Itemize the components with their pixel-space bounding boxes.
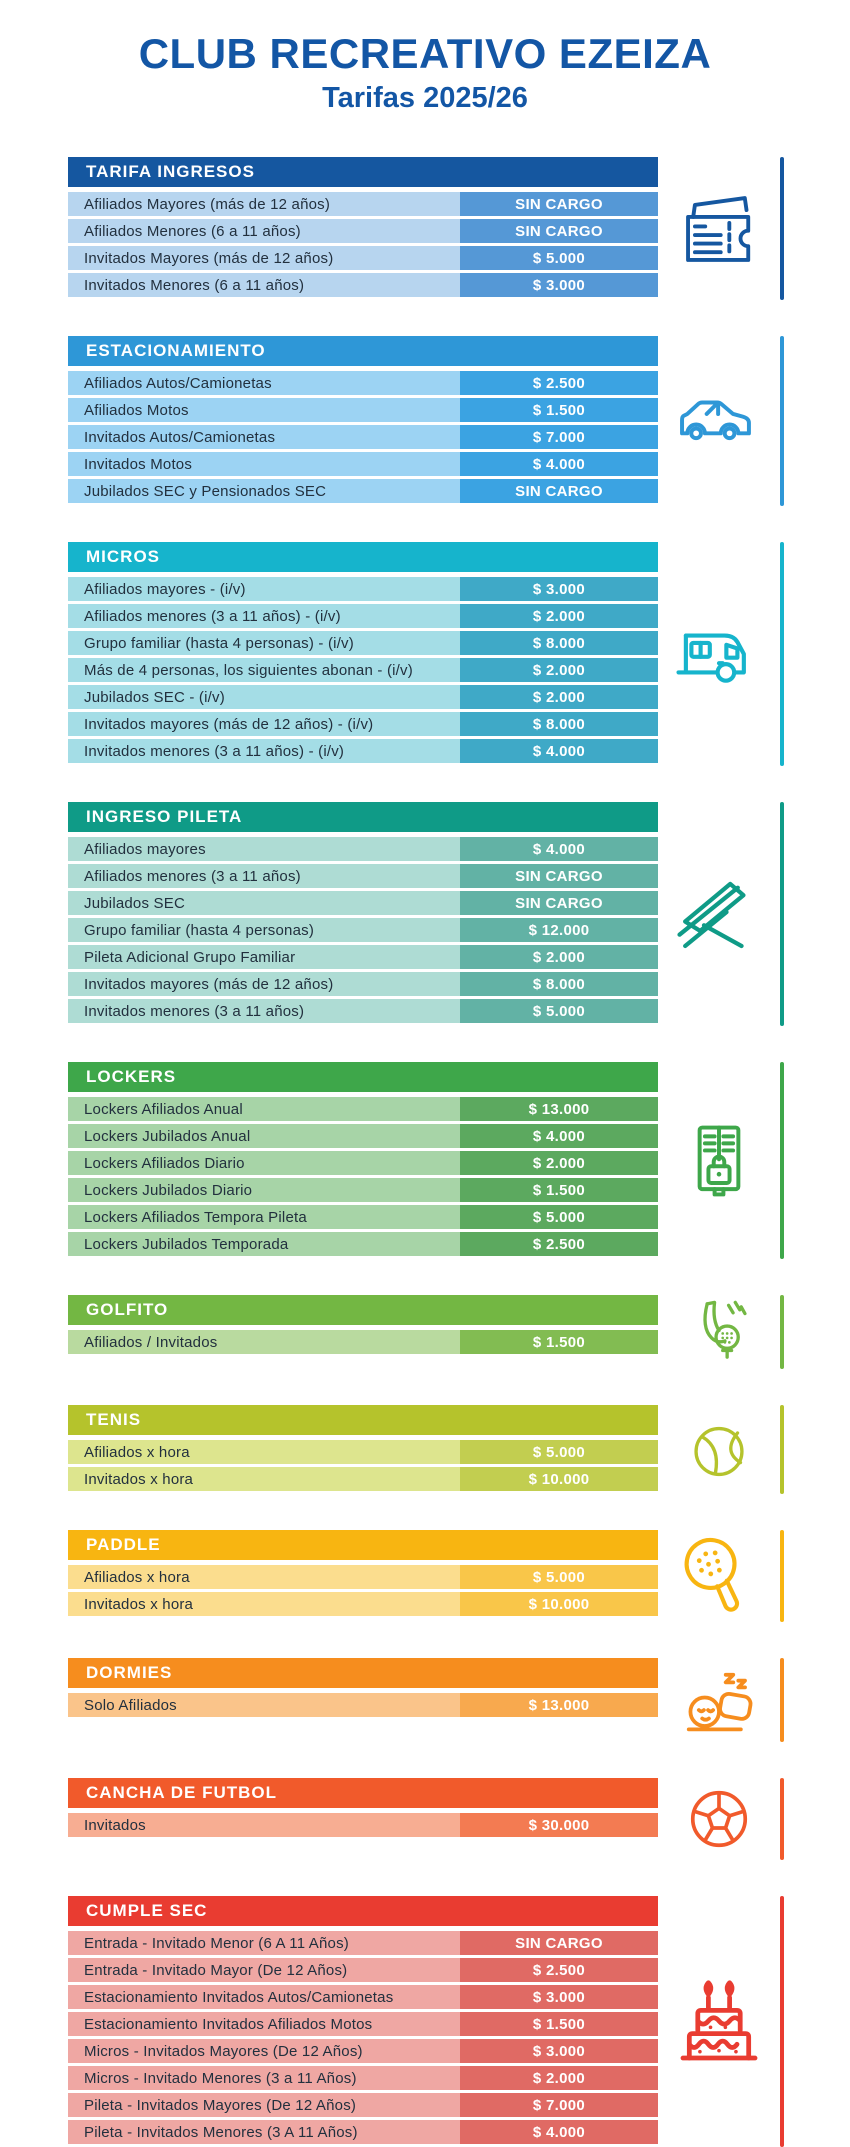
- row-label: Afiliados Motos: [84, 401, 189, 419]
- row-label: Invitados Motos: [84, 455, 193, 473]
- row-label: Más de 4 personas, los siguientes abonan - (i/v): [84, 661, 413, 679]
- row-price: $ 10.000: [460, 1467, 658, 1491]
- section-rows: [68, 1931, 658, 2144]
- section-header: [68, 542, 658, 572]
- row-label: Jubilados SEC: [84, 894, 185, 912]
- section-title: MICROS: [86, 547, 160, 566]
- section-rows: [68, 577, 658, 763]
- table-row: [68, 273, 658, 297]
- table-row: [68, 192, 658, 216]
- tariff-table: [68, 157, 658, 300]
- tariff-table: [68, 1530, 658, 1622]
- row-label: Afiliados / Invitados: [84, 1333, 218, 1351]
- row-label: Entrada - Invitado Mayor (De 12 Años): [84, 1961, 348, 1979]
- tariff-table: [68, 1658, 658, 1742]
- table-row: [68, 1232, 658, 1256]
- row-price: $ 1.500: [460, 2012, 658, 2036]
- table-row: [68, 371, 658, 395]
- section-header: [68, 1405, 658, 1435]
- section-header: [68, 1295, 658, 1325]
- section-title: TARIFA INGRESOS: [86, 162, 255, 181]
- row-price: $ 2.500: [460, 371, 658, 395]
- tariff-section: [68, 1778, 850, 1860]
- table-row: [68, 712, 658, 736]
- row-price: $ 1.500: [460, 1330, 658, 1354]
- row-price: $ 3.000: [460, 273, 658, 297]
- section-rows: [68, 1097, 658, 1256]
- table-row: [68, 631, 658, 655]
- tariff-section: [68, 1295, 850, 1369]
- row-price: $ 4.000: [460, 2120, 658, 2144]
- row-label: Invitados Mayores (más de 12 años): [84, 249, 334, 267]
- section-rows: [68, 371, 658, 503]
- tariff-section: [68, 336, 850, 506]
- row-label: Jubilados SEC y Pensionados SEC: [84, 482, 327, 500]
- row-label: Invitados mayores (más de 12 años): [84, 975, 334, 993]
- row-price: SIN CARGO: [460, 1931, 658, 1955]
- row-label: Lockers Jubilados Temporada: [84, 1235, 289, 1253]
- tariff-section: [68, 157, 850, 300]
- row-label: Pileta - Invitados Menores (3 A 11 Años): [84, 2123, 358, 2141]
- row-label: Invitados mayores (más de 12 años) - (i/v): [84, 715, 374, 733]
- table-row: [68, 999, 658, 1023]
- section-accent-bar: [780, 1295, 784, 1369]
- section-accent-bar: [780, 802, 784, 1026]
- section-title: LOCKERS: [86, 1067, 177, 1086]
- section-title: GOLFITO: [86, 1300, 169, 1319]
- table-row: [68, 658, 658, 682]
- table-row: [68, 972, 658, 996]
- row-label: Invitados: [84, 1816, 146, 1834]
- section-rows: [68, 1330, 658, 1354]
- section-accent-bar: [780, 1658, 784, 1742]
- row-price: $ 13.000: [460, 1097, 658, 1121]
- tariff-section: [68, 542, 850, 766]
- section-header: [68, 336, 658, 366]
- row-price: $ 5.000: [460, 1205, 658, 1229]
- tariff-table: [68, 542, 658, 766]
- row-label: Invitados Autos/Camionetas: [84, 428, 276, 446]
- deck-chair-icon: [658, 802, 780, 1026]
- section-header: [68, 802, 658, 832]
- table-row: [68, 2093, 658, 2117]
- table-row: [68, 2039, 658, 2063]
- section-rows: [68, 837, 658, 1023]
- tariff-section: [68, 1062, 850, 1259]
- table-row: [68, 1693, 658, 1717]
- row-price: $ 8.000: [460, 631, 658, 655]
- table-row: [68, 2066, 658, 2090]
- tariff-table: [68, 1295, 658, 1369]
- row-label: Invitados x hora: [84, 1595, 194, 1613]
- table-row: [68, 246, 658, 270]
- row-price: SIN CARGO: [460, 192, 658, 216]
- page-header: [0, 0, 850, 115]
- section-header: [68, 1530, 658, 1560]
- table-row: [68, 739, 658, 763]
- row-label: Afiliados Autos/Camionetas: [84, 374, 272, 392]
- car-icon: [658, 336, 780, 506]
- table-row: [68, 891, 658, 915]
- tennis-ball-icon: [658, 1405, 780, 1494]
- ticket-icon: [658, 157, 780, 300]
- section-title: TENIS: [86, 1410, 142, 1429]
- tariff-table: [68, 1405, 658, 1494]
- table-row: [68, 1440, 658, 1464]
- row-price: $ 2.000: [460, 2066, 658, 2090]
- table-row: [68, 219, 658, 243]
- row-label: Afiliados menores (3 a 11 años) - (i/v): [84, 607, 341, 625]
- soccer-ball-icon: [658, 1778, 780, 1860]
- row-price: $ 2.500: [460, 1232, 658, 1256]
- row-price: $ 3.000: [460, 2039, 658, 2063]
- table-row: [68, 1931, 658, 1955]
- table-row: [68, 1985, 658, 2009]
- tariff-section: [68, 1658, 850, 1742]
- golf-icon: [658, 1295, 780, 1369]
- row-price: $ 4.000: [460, 739, 658, 763]
- table-row: [68, 1467, 658, 1491]
- section-header: [68, 1658, 658, 1688]
- row-label: Pileta - Invitados Mayores (De 12 Años): [84, 2096, 357, 2114]
- row-label: Estacionamiento Invitados Autos/Camionetas: [84, 1988, 394, 2006]
- table-row: [68, 577, 658, 601]
- section-title: CUMPLE SEC: [86, 1901, 208, 1920]
- row-price: $ 4.000: [460, 452, 658, 476]
- row-label: Invitados menores (3 a 11 años) - (i/v): [84, 742, 345, 760]
- row-label: Afiliados mayores - (i/v): [84, 580, 246, 598]
- row-price: $ 7.000: [460, 425, 658, 449]
- table-row: [68, 452, 658, 476]
- table-row: [68, 2120, 658, 2144]
- row-label: Estacionamiento Invitados Afiliados Motos: [84, 2015, 373, 2033]
- row-price: $ 2.000: [460, 658, 658, 682]
- row-label: Solo Afiliados: [84, 1696, 177, 1714]
- section-accent-bar: [780, 336, 784, 506]
- row-price: $ 8.000: [460, 712, 658, 736]
- section-accent-bar: [780, 157, 784, 300]
- row-label: Lockers Afiliados Tempora Pileta: [84, 1208, 307, 1226]
- row-label: Invitados x hora: [84, 1470, 194, 1488]
- table-row: [68, 864, 658, 888]
- paddle-racket-icon: [658, 1530, 780, 1622]
- row-price: $ 7.000: [460, 2093, 658, 2117]
- table-row: [68, 398, 658, 422]
- section-rows: [68, 1440, 658, 1491]
- tariff-sections: [0, 115, 850, 2147]
- row-label: Micros - Invitados Mayores (De 12 Años): [84, 2042, 363, 2060]
- tariff-section: [68, 1530, 850, 1622]
- row-price: $ 3.000: [460, 1985, 658, 2009]
- table-row: [68, 1592, 658, 1616]
- row-price: $ 2.000: [460, 945, 658, 969]
- table-row: [68, 1178, 658, 1202]
- row-price: $ 4.000: [460, 1124, 658, 1148]
- section-rows: [68, 1565, 658, 1616]
- table-row: [68, 604, 658, 628]
- section-title: DORMIES: [86, 1663, 173, 1682]
- tariff-table: [68, 336, 658, 506]
- row-label: Invitados Menores (6 a 11 años): [84, 276, 305, 294]
- section-accent-bar: [780, 1062, 784, 1259]
- section-title: CANCHA DE FUTBOL: [86, 1783, 278, 1802]
- table-row: [68, 1330, 658, 1354]
- row-label: Afiliados x hora: [84, 1443, 190, 1461]
- row-label: Lockers Afiliados Diario: [84, 1154, 245, 1172]
- sleep-icon: [658, 1658, 780, 1742]
- section-header: [68, 1896, 658, 1926]
- row-label: Micros - Invitado Menores (3 a 11 Años): [84, 2069, 357, 2087]
- table-row: [68, 1124, 658, 1148]
- row-price: $ 1.500: [460, 1178, 658, 1202]
- section-header: [68, 1778, 658, 1808]
- tariff-table: [68, 802, 658, 1026]
- section-header: [68, 1062, 658, 1092]
- row-price: $ 13.000: [460, 1693, 658, 1717]
- row-price: $ 5.000: [460, 1565, 658, 1589]
- row-label: Pileta Adicional Grupo Familiar: [84, 948, 296, 966]
- row-label: Afiliados mayores: [84, 840, 206, 858]
- row-price: $ 30.000: [460, 1813, 658, 1837]
- row-price: $ 2.500: [460, 1958, 658, 1982]
- table-row: [68, 685, 658, 709]
- row-price: SIN CARGO: [460, 479, 658, 503]
- tariff-section: [68, 802, 850, 1026]
- row-label: Lockers Afiliados Anual: [84, 1100, 243, 1118]
- table-row: [68, 1205, 658, 1229]
- section-accent-bar: [780, 1530, 784, 1622]
- row-label: Grupo familiar (hasta 4 personas) - (i/v): [84, 634, 354, 652]
- table-row: [68, 1813, 658, 1837]
- row-label: Afiliados menores (3 a 11 años): [84, 867, 301, 885]
- page-subtitle: Tarifas 2025/26: [322, 82, 528, 114]
- row-price: $ 8.000: [460, 972, 658, 996]
- row-label: Grupo familiar (hasta 4 personas): [84, 921, 315, 939]
- tariff-table: [68, 1778, 658, 1860]
- birthday-cake-icon: [658, 1896, 780, 2147]
- table-row: [68, 918, 658, 942]
- section-rows: [68, 1813, 658, 1837]
- section-accent-bar: [780, 542, 784, 766]
- row-label: Lockers Jubilados Anual: [84, 1127, 251, 1145]
- row-price: $ 5.000: [460, 999, 658, 1023]
- table-row: [68, 479, 658, 503]
- row-label: Afiliados Mayores (más de 12 años): [84, 195, 331, 213]
- table-row: [68, 837, 658, 861]
- row-label: Afiliados Menores (6 a 11 años): [84, 222, 301, 240]
- row-price: $ 2.000: [460, 685, 658, 709]
- tariff-table: [68, 1896, 658, 2147]
- row-label: Lockers Jubilados Diario: [84, 1181, 253, 1199]
- tariff-table: [68, 1062, 658, 1259]
- row-price: $ 12.000: [460, 918, 658, 942]
- row-price: $ 3.000: [460, 577, 658, 601]
- table-row: [68, 425, 658, 449]
- section-rows: [68, 192, 658, 297]
- row-label: Invitados menores (3 a 11 años): [84, 1002, 305, 1020]
- row-label: Jubilados SEC - (i/v): [84, 688, 225, 706]
- section-header: [68, 157, 658, 187]
- row-price: SIN CARGO: [460, 864, 658, 888]
- table-row: [68, 1097, 658, 1121]
- section-title: ESTACIONAMIENTO: [86, 341, 266, 360]
- section-accent-bar: [780, 1896, 784, 2147]
- locker-icon: [658, 1062, 780, 1259]
- row-price: $ 1.500: [460, 398, 658, 422]
- section-rows: [68, 1693, 658, 1717]
- section-title: PADDLE: [86, 1535, 161, 1554]
- section-accent-bar: [780, 1778, 784, 1860]
- table-row: [68, 2012, 658, 2036]
- row-price: $ 2.000: [460, 604, 658, 628]
- table-row: [68, 1151, 658, 1175]
- table-row: [68, 1565, 658, 1589]
- section-accent-bar: [780, 1405, 784, 1494]
- section-title: INGRESO PILETA: [86, 807, 243, 826]
- row-price: $ 5.000: [460, 1440, 658, 1464]
- row-price: $ 2.000: [460, 1151, 658, 1175]
- row-label: Afiliados x hora: [84, 1568, 190, 1586]
- table-row: [68, 1958, 658, 1982]
- row-price: $ 4.000: [460, 837, 658, 861]
- page-title: CLUB RECREATIVO EZEIZA: [138, 30, 712, 77]
- tariff-section: [68, 1405, 850, 1494]
- bus-icon: [658, 542, 780, 766]
- row-price: $ 5.000: [460, 246, 658, 270]
- row-label: Entrada - Invitado Menor (6 A 11 Años): [84, 1934, 349, 1952]
- table-row: [68, 945, 658, 969]
- row-price: SIN CARGO: [460, 219, 658, 243]
- row-price: $ 10.000: [460, 1592, 658, 1616]
- tariff-section: [68, 1896, 850, 2147]
- row-price: SIN CARGO: [460, 891, 658, 915]
